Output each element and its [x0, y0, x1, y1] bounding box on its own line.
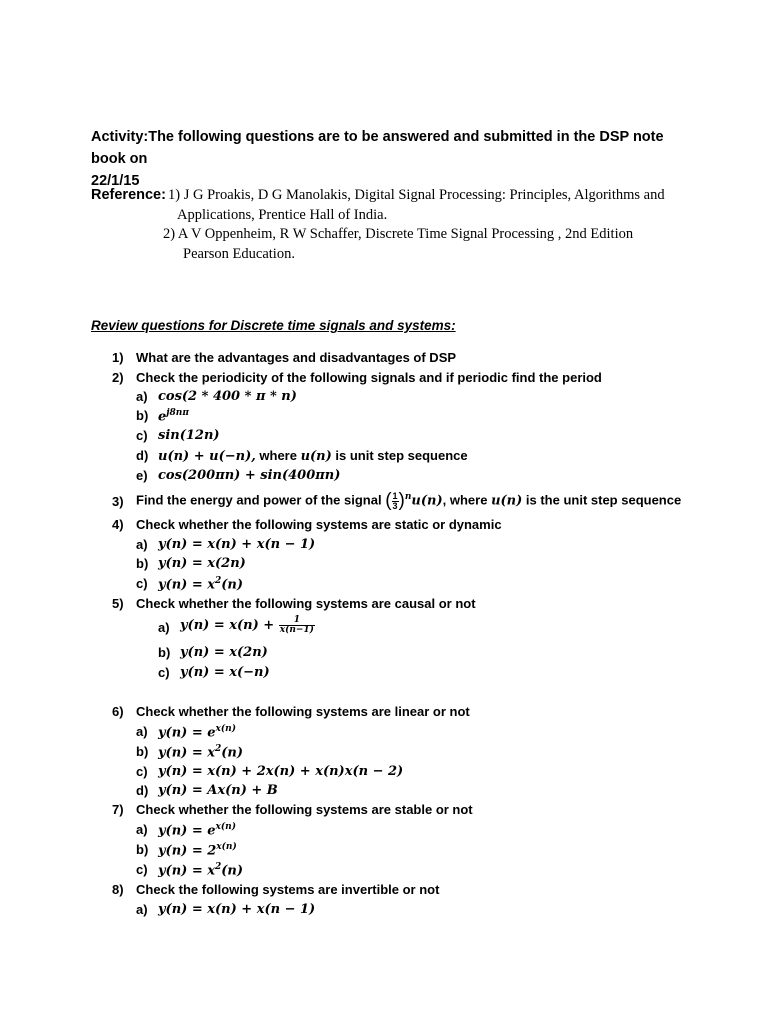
- question-text: Check the periodicity of the following signals and if periodic find the period: [136, 370, 602, 385]
- expr-base: y(n) = e: [158, 823, 216, 839]
- question-text: Check whether the following systems are causal or not: [136, 596, 476, 611]
- expr-superscript: x(n): [215, 724, 236, 734]
- expr-superscript: j8nπ: [166, 408, 189, 418]
- expr-superscript: x(n): [215, 822, 236, 832]
- item-expression: y(n) = x(2n): [158, 556, 246, 571]
- item-label: c): [136, 764, 148, 779]
- item-expression: [158, 842, 237, 858]
- expr-after: (n): [221, 745, 244, 761]
- expr-after: (n): [221, 577, 244, 593]
- item-label: a): [158, 620, 170, 635]
- item-label: b): [136, 842, 149, 857]
- expr-base: y(n) = x: [158, 863, 216, 879]
- item-label: a): [136, 389, 148, 404]
- fraction-numerator: 1: [279, 616, 315, 626]
- item-label: a): [136, 822, 148, 837]
- q3-exponent: n: [404, 492, 412, 503]
- item-expression: [158, 724, 236, 740]
- item-expression: [158, 744, 243, 760]
- review-heading: Review questions for Discrete time signals and systems:: [91, 318, 456, 333]
- q5a-fraction: [279, 616, 315, 635]
- reference-1-line-1: 1) J G Proakis, D G Manolakis, Digital Signal Processing: Principles, Algorithms and: [168, 187, 665, 203]
- q3-text-mid: , where: [442, 492, 492, 508]
- expr-superscript: x(n): [216, 842, 237, 852]
- item-expression: [158, 408, 189, 424]
- reference-2-line-1: 2) A V Oppenheim, R W Schaffer, Discrete Time Signal Processing , 2nd Edition: [163, 226, 634, 242]
- question-text: Check whether the following systems are linear or not: [136, 704, 470, 719]
- reference-1-line-2: Applications, Prentice Hall of India.: [177, 207, 388, 223]
- expr-after: (n): [221, 863, 244, 879]
- expr-main: u(n) + u(−n),: [158, 449, 256, 464]
- item-label: b): [136, 408, 149, 423]
- question-number: 7): [112, 802, 124, 817]
- activity-line-2: 22/1/15: [91, 173, 140, 189]
- question-number: 4): [112, 517, 124, 532]
- question-text: Check the following systems are invertible or not: [136, 882, 440, 897]
- fraction-numerator: 1: [392, 490, 398, 501]
- expr-base: y(n) = x: [158, 577, 216, 593]
- item-expression: [158, 822, 236, 838]
- item-label: b): [158, 645, 171, 660]
- item-expression: cos(2 * 400 * π * n): [158, 389, 297, 404]
- reference-2-line-2: Pearson Education.: [183, 246, 295, 262]
- expr-base: e: [158, 409, 167, 425]
- item-expression: y(n) = x(2n): [180, 645, 268, 660]
- expr-tail-math: u(n): [300, 449, 332, 464]
- fraction-denominator: x(n−1): [279, 625, 314, 635]
- q3-signal: u(n): [411, 493, 443, 509]
- q3-text-before: Find the energy and power of the signal: [136, 492, 386, 508]
- q3-signal-2: u(n): [491, 493, 523, 509]
- item-label: c): [136, 862, 148, 877]
- item-expression: [158, 576, 243, 592]
- expr-superscript: 2: [215, 576, 222, 586]
- item-expression: y(n) = x(n) + x(n − 1): [158, 537, 316, 552]
- question-number: 3): [112, 494, 124, 509]
- question-number: 1): [112, 350, 124, 365]
- item-label: a): [136, 537, 148, 552]
- item-label: d): [136, 783, 149, 798]
- q3-text-after: is the unit step sequence: [522, 492, 682, 508]
- item-label: a): [136, 902, 148, 917]
- paren-open-glyph: (: [385, 490, 392, 511]
- item-expression: y(n) = Ax(n) + B: [158, 783, 278, 798]
- expr-superscript: 2: [215, 862, 222, 872]
- question-text: Check whether the following systems are static or dynamic: [136, 517, 502, 532]
- question-number: 5): [112, 596, 124, 611]
- item-expression: sin(12n): [158, 428, 220, 443]
- item-label: b): [136, 556, 149, 571]
- question-text: Check whether the following systems are stable or not: [136, 802, 473, 817]
- item-expression: y(n) = x(n) + 2x(n) + x(n)x(n − 2): [158, 764, 404, 779]
- item-label: a): [136, 724, 148, 739]
- expr-base: y(n) = e: [158, 725, 216, 741]
- question-text: What are the advantages and disadvantages of DSP: [136, 350, 457, 365]
- item-expression: y(n) = x(−n): [180, 665, 270, 680]
- expr-base: y(n) = 2: [158, 843, 217, 859]
- item-label: e): [136, 468, 148, 483]
- expr-main: y(n) = x(n) +: [180, 618, 279, 633]
- activity-line-1: Activity:The following questions are to be answered and submitted in the DSP note book on: [91, 129, 664, 167]
- expr-tail: where: [255, 448, 301, 463]
- question-text: [136, 490, 681, 512]
- item-label: c): [136, 576, 148, 591]
- question-number: 6): [112, 704, 124, 719]
- item-expression: [158, 862, 243, 878]
- item-label: b): [136, 744, 149, 759]
- item-expression: y(n) = x(n) + x(n − 1): [158, 902, 316, 917]
- item-label: c): [136, 428, 148, 443]
- item-expression: cos(200πn) + sin(400πn): [158, 468, 341, 483]
- question-number: 8): [112, 882, 124, 897]
- paren-close-glyph: ): [398, 490, 405, 511]
- expr-tail-end: is unit step sequence: [331, 448, 468, 463]
- q3-fraction: [392, 492, 399, 511]
- expr-superscript: 2: [215, 744, 222, 754]
- fraction-denominator: 3: [392, 500, 398, 511]
- question-number: 2): [112, 370, 124, 385]
- item-label: d): [136, 448, 149, 463]
- activity-heading: [91, 126, 691, 192]
- reference-label: Reference:: [91, 187, 166, 203]
- expr-base: y(n) = x: [158, 745, 216, 761]
- item-expression: [180, 616, 315, 635]
- item-label: c): [158, 665, 170, 680]
- item-expression: [158, 448, 468, 464]
